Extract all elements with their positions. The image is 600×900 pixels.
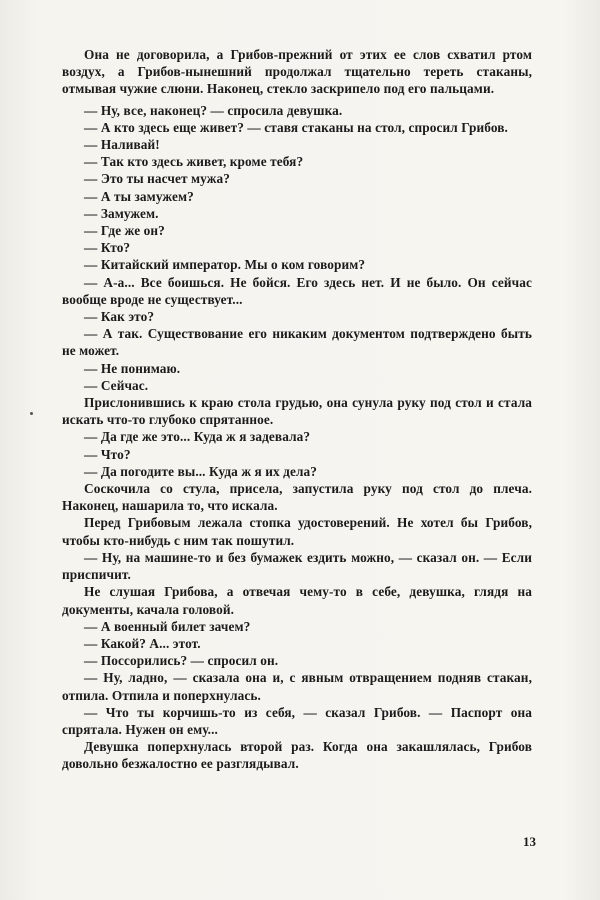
- paragraph: — Ну, все, наконец? — спросила девушка.: [84, 102, 343, 118]
- paragraph: — А военный билет зачем?: [84, 618, 251, 634]
- page-number: 13: [523, 834, 536, 849]
- paragraph: Перед Грибовым лежала стопка удостоверений. Не хотел бы Грибов, чтобы кто-нибудь с ним так пошутил.: [62, 515, 532, 548]
- paragraph: Девушка поперхнулась второй раз. Когда она закашлялась, Грибов довольно безжалостно ее разглядывал.: [62, 739, 532, 772]
- paragraph: — А-а... Все боишься. Не бойся. Его здесь нет. И не было. Он сейчас вообще вроде не существует...: [62, 274, 532, 307]
- paragraph: — А так. Существование его никаким документом подтверждено быть не может.: [62, 326, 532, 359]
- paragraph: — Китайский император. Мы о ком говорим?: [84, 257, 366, 273]
- paragraph: Она не договорила, а Грибов-прежний от этих ее слов схватил ртом воздух, а Грибов-нынешний продолжал тщательно тереть стаканы, отмывая чужие слюни. Наконец, стекло заскрипело под его пальцами.: [62, 47, 532, 97]
- paragraph: — Не понимаю.: [84, 360, 181, 376]
- paragraph: — Что?: [84, 446, 131, 462]
- paragraph: Не слушая Грибова, а отвечая чему-то в себе, девушка, глядя на документы, качала головой.: [62, 584, 532, 617]
- paragraph: — Это ты насчет мужа?: [84, 171, 230, 187]
- paragraph: — А кто здесь еще живет? — ставя стаканы на стол, спросил Грибов.: [84, 119, 508, 135]
- paragraph: — А ты замужем?: [84, 188, 194, 204]
- paragraph: — Замужем.: [84, 205, 159, 221]
- paragraph: — Ну, на машине-то и без бумажек ездить можно, — сказал он. — Если приспичит.: [62, 549, 532, 583]
- paragraph: Прислонившись к краю стола грудью, она сунула руку под стол и стала искать что-то глубоко спрятанное.: [62, 395, 532, 428]
- paragraph: — Ну, ладно, — сказала она и, с явным отвращением подняв стакан, отпила. Отпила и поперхнулась.: [62, 670, 532, 703]
- page-text: [62, 46, 532, 773]
- paragraph: — Сейчас.: [84, 377, 149, 393]
- paragraph: — Как это?: [84, 309, 155, 325]
- print-speck: [30, 412, 33, 415]
- paragraph: — Да погодите вы... Куда ж я их дела?: [84, 463, 318, 479]
- paragraph: — Кто?: [84, 240, 131, 256]
- paragraph: — Поссорились? — спросил он.: [84, 653, 279, 669]
- paragraph: — Наливай!: [84, 137, 160, 153]
- paragraph: — Да где же это... Куда ж я задевала?: [84, 429, 311, 445]
- paragraph: — Что ты корчишь-то из себя, — сказал Грибов. — Паспорт она спрятала. Нужен он ему...: [62, 704, 532, 737]
- paragraph: — Так кто здесь живет, кроме тебя?: [84, 154, 304, 170]
- paragraph: — Где же он?: [84, 223, 165, 239]
- paragraph: Соскочила со стула, присела, запустила руку под стол до плеча. Наконец, нашарила то, что искала.: [62, 481, 532, 514]
- paragraph: — Какой? А... этот.: [84, 635, 201, 651]
